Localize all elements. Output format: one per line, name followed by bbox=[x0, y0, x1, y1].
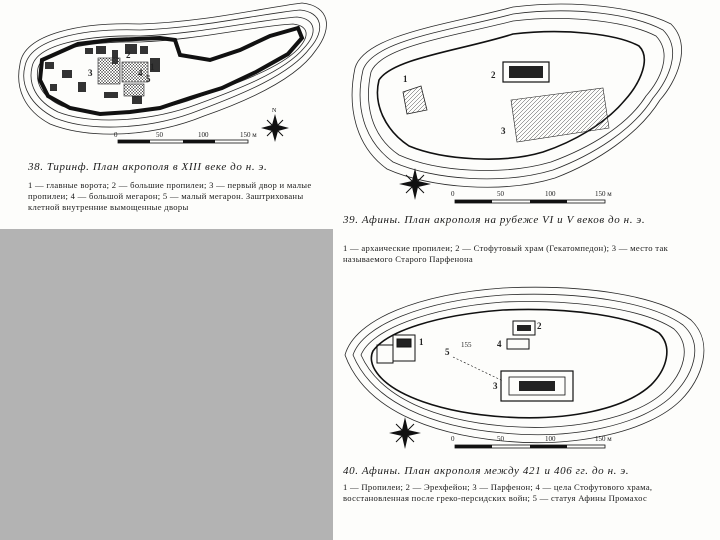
athens-classical-scale-bar bbox=[455, 445, 605, 448]
figure-40-title: 40. Афины. План акрополя между 421 и 406 гг. до н. э. bbox=[343, 465, 630, 477]
figure-38-legend: 1 — главные ворота; 2 — большие пропилеи; 3 — первый двор и малые пропилеи; 4 — большой мегарон; 5 — малый мегарон. Заштрихованы клетной внутренние вымощенные дворы bbox=[28, 180, 312, 212]
figure-40-athens-classical bbox=[333, 285, 720, 540]
tiryns-fortress-wall bbox=[40, 28, 302, 114]
athens-archaic-scale-bar bbox=[455, 200, 605, 203]
tiryns-scale-50: 50 bbox=[156, 131, 163, 139]
archaic-propylaia bbox=[403, 86, 427, 114]
tiryns-marker-4: 4 bbox=[138, 68, 143, 78]
athens-classical-marker-4: 4 bbox=[497, 339, 502, 349]
athens-archaic-marker-1: 1 bbox=[403, 74, 408, 84]
athens-classical-scale-150: 150 м bbox=[595, 435, 612, 443]
athens-classical-marker-2: 2 bbox=[537, 321, 542, 331]
propylaia bbox=[377, 335, 415, 363]
athens-archaic-plan-drawing bbox=[333, 0, 720, 205]
tiryns-scale-0: 0 bbox=[114, 131, 118, 139]
athens-classical-marker-3: 3 bbox=[493, 381, 498, 391]
tiryns-marker-3: 3 bbox=[88, 68, 93, 78]
athens-classical-marker-1: 1 bbox=[419, 337, 424, 347]
athens-classical-scale-100: 100 bbox=[545, 435, 556, 443]
athens-classical-height: 155 bbox=[461, 341, 472, 349]
athens-classical-scale-50: 50 bbox=[497, 435, 504, 443]
figure-39-legend: 1 — архаические пропилеи; 2 — Стофутовый храм (Гекатомпедон); 3 — место так называемого Старого Парфенона bbox=[343, 243, 669, 264]
hekatompedon-temple bbox=[503, 62, 549, 82]
parthenon bbox=[501, 371, 573, 401]
athens-classical-plan-drawing bbox=[333, 285, 720, 460]
tiryns-marker-5: 5 bbox=[146, 74, 151, 84]
hekatompedon-cella bbox=[507, 339, 529, 349]
athens-classical-scale-0: 0 bbox=[451, 435, 455, 443]
erechtheion bbox=[513, 321, 535, 335]
athens-classical-compass-rose-icon bbox=[389, 417, 421, 449]
athens-archaic-marker-2: 2 bbox=[491, 70, 496, 80]
athens-archaic-scale-100: 100 bbox=[545, 190, 556, 198]
figure-38-title: 38. Тиринф. План акрополя в XIII веке до н. э. bbox=[28, 161, 268, 173]
tiryns-plan-drawing bbox=[0, 0, 333, 150]
tiryns-compass-rose-icon bbox=[261, 108, 289, 142]
tiryns-scale-100: 100 bbox=[198, 131, 209, 139]
tiryns-scale-bar bbox=[118, 140, 248, 143]
athens-classical-marker-5: 5 bbox=[445, 347, 450, 357]
tiryns-scale-150: 150 м bbox=[240, 131, 257, 139]
figure-38-tiryns bbox=[0, 0, 333, 229]
svg-text:N: N bbox=[272, 108, 277, 114]
figure-39-athens-archaic bbox=[333, 0, 720, 285]
athens-archaic-scale-50: 50 bbox=[497, 190, 504, 198]
athens-archaic-marker-3: 3 bbox=[501, 126, 506, 136]
gray-background-panel bbox=[0, 229, 333, 540]
tiryns-marker-2: 2 bbox=[126, 50, 131, 60]
athens-archaic-scale-150: 150 м bbox=[595, 190, 612, 198]
figure-40-legend: 1 — Пропилеи; 2 — Эрехфейон; 3 — Парфенон; 4 — цела Стофутового храма, восстановленная после греко-персидских войн; 5 — статуя Афины Промахос bbox=[343, 482, 653, 503]
tiryns-marker-1: 1 bbox=[150, 62, 155, 72]
figure-39-title: 39. Афины. План акрополя на рубеже VI и V веков до н. э. bbox=[343, 214, 646, 226]
athens-archaic-scale-0: 0 bbox=[451, 190, 455, 198]
